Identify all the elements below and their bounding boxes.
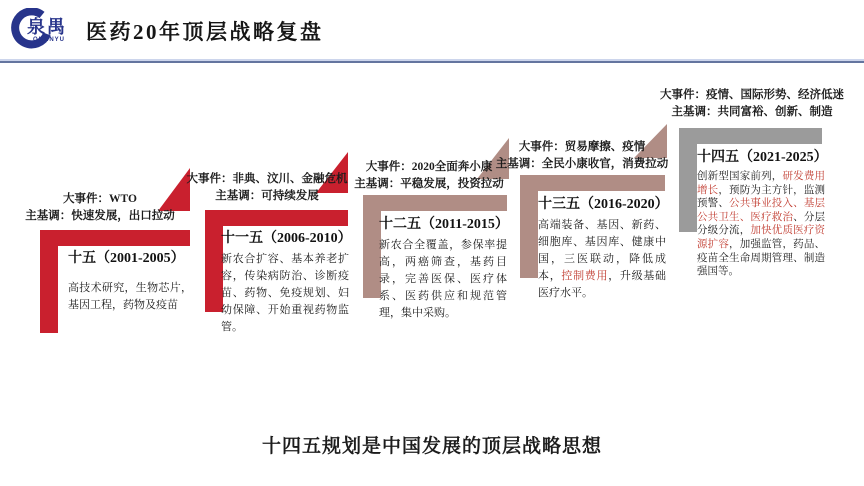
step2-events bbox=[182, 171, 352, 204]
step4-events bbox=[492, 139, 672, 172]
company-logo bbox=[8, 4, 84, 58]
step5-tone-label: 主基调：共同富裕、创新、制造 bbox=[671, 105, 833, 118]
step2-event-label: 大事件：非典、汶川、金融危机 bbox=[186, 173, 348, 185]
step3-title: 十二五（2011-2015） bbox=[379, 217, 509, 232]
step1-title: 十五（2001-2005） bbox=[68, 251, 185, 266]
step1-event-label: 大事件：WTO bbox=[63, 193, 137, 205]
step2-title: 十一五（2006-2010） bbox=[221, 231, 352, 246]
step5-event-label: 大事件：疫情、国际形势、经济低迷 bbox=[660, 89, 844, 101]
step4-horizontal-bar bbox=[520, 175, 665, 191]
step2-body: 新农合扩容、基本养老扩容，传染病防治、诊断疫苗、药物、免疫规划、妇幼保障、开始重视药物监管。 bbox=[221, 253, 349, 333]
step5-title: 十四五（2021-2025） bbox=[697, 150, 828, 165]
logo-text-cn: 泉禺 bbox=[27, 17, 67, 37]
step3-horizontal-bar bbox=[363, 195, 507, 211]
step1-events bbox=[20, 191, 180, 224]
step5-events bbox=[652, 87, 852, 120]
step4-title: 十三五（2016-2020） bbox=[538, 197, 669, 212]
step2-content bbox=[221, 230, 352, 336]
page-title: 医药20年顶层战略复盘 bbox=[86, 20, 324, 44]
step1-tone-label: 主基调：快速发展，出口拉动 bbox=[25, 209, 175, 222]
step3-event-label: 大事件：2020全面奔小康 bbox=[365, 161, 493, 173]
step2-tone-label: 主基调：可持续发展 bbox=[215, 189, 319, 202]
logo-text-en: QUANYU bbox=[33, 37, 66, 43]
step4-tone-label: 主基调：全民小康收官，消费拉动 bbox=[495, 157, 669, 170]
header-divider bbox=[0, 59, 864, 63]
step5-content bbox=[697, 149, 828, 279]
step2-horizontal-bar bbox=[205, 210, 348, 226]
step1-horizontal-bar bbox=[40, 230, 190, 246]
step5-body: 创新型国家前列，研发费用增长，预防为主方针，监测预警、公共事业投入、基层公共卫生、医疗救治、分层分级分流，加快优质医疗资源扩容，加强监管，药品、疫苗全生命周期管理、制造强国等。 bbox=[697, 171, 826, 278]
step3-events bbox=[350, 159, 508, 192]
step1-content bbox=[68, 250, 192, 314]
step3-tone-label: 主基调：平稳发展，投资拉动 bbox=[354, 177, 504, 190]
step3-content bbox=[379, 216, 507, 322]
step4-event-label: 大事件：贸易摩擦、疫情 bbox=[518, 141, 646, 153]
step3-body: 新农合全覆盖，参保率提高，两癌筛查，基药目录，完善医保、医疗体系、医药供应和规范管理，集中采购。 bbox=[379, 239, 507, 319]
step5-horizontal-bar bbox=[679, 128, 822, 144]
slide-caption: 十四五规划是中国发展的顶层战略思想 bbox=[261, 436, 602, 457]
step4-content bbox=[538, 196, 669, 302]
step1-body: 高技术研究，生物芯片，基因工程，药物及疫苗 bbox=[68, 282, 192, 311]
step4-body: 高端装备、基因、新药、细胞库、基因库、健康中国，三医联动，降低成本，控制费用，升级基础医疗水平。 bbox=[538, 219, 667, 299]
